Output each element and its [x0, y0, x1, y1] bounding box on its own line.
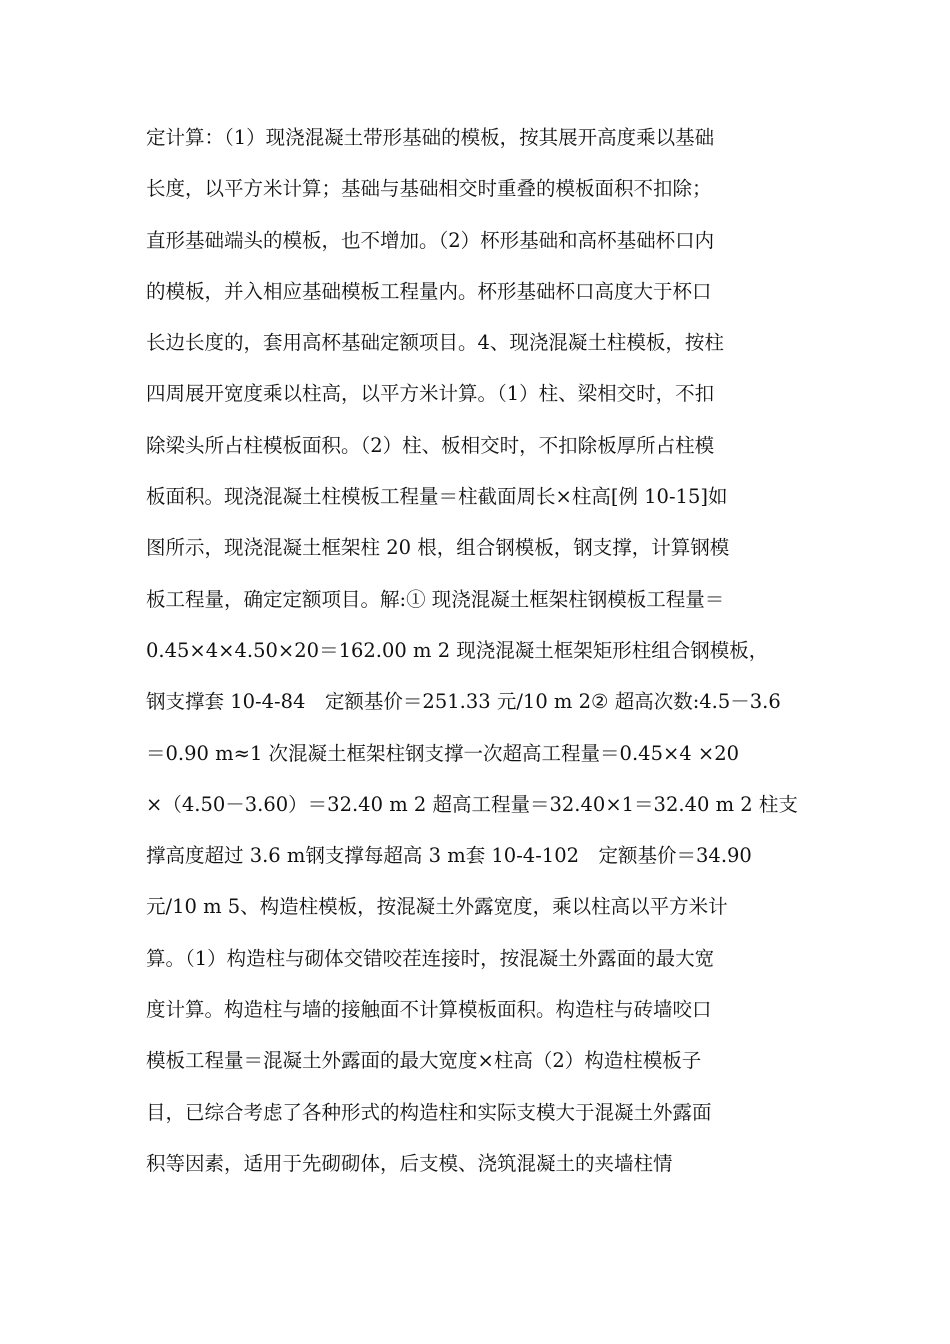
- text-line: 0.45×4×4.50×20＝162.00 m 2 现浇混凝土框架矩形柱组合钢模板，: [146, 638, 769, 662]
- text-line: 目，已综合考虑了各种形式的构造柱和实际支模大于混凝土外露面: [146, 1100, 712, 1124]
- text-line: 长度，以平方米计算；基础与基础相交时重叠的模板面积不扣除；: [146, 177, 712, 201]
- text-line: ×（4.50－3.60）＝32.40 m 2 超高工程量＝32.40×1＝32.40 m 2 柱支: [146, 792, 798, 816]
- text-line: 图所示，现浇混凝土框架柱 20 根，组合钢模板，钢支撑，计算钢模: [146, 536, 730, 560]
- text-line: 钢支撑套 10-4-84 定额基价＝251.33 元/10 m 2② 超高次数:4.5－3.6: [146, 690, 781, 714]
- text-line: 的模板，并入相应基础模板工程量内。杯形基础杯口高度大于杯口: [146, 279, 712, 303]
- text-line: 度计算。构造柱与墙的接触面不计算模板面积。构造柱与砖墙咬口: [146, 998, 712, 1022]
- text-line: 除梁头所占柱模板面积。（2）柱、板相交时，不扣除板厚所占柱模: [146, 433, 715, 457]
- text-line: 模板工程量＝混凝土外露面的最大宽度×柱高（2）构造柱模板子: [146, 1049, 702, 1073]
- text-line: 板工程量，确定定额项目。解:① 现浇混凝土框架柱钢模板工程量＝: [146, 587, 725, 611]
- text-line: 元/10 m 5、构造柱模板，按混凝土外露宽度，乘以柱高以平方米计: [146, 895, 728, 919]
- body-text: [146, 118, 811, 1195]
- text-line: 积等因素，适用于先砌砌体，后支模、浇筑混凝土的夹墙柱情: [146, 1151, 673, 1175]
- text-line: 直形基础端头的模板，也不增加。（2）杯形基础和高杯基础杯口内: [146, 228, 715, 252]
- text-line: 算。（1）构造柱与砌体交错咬茬连接时，按混凝土外露面的最大宽: [146, 946, 715, 970]
- text-line: 撑高度超过 3.6 m钢支撑每超高 3 m套 10-4-102 定额基价＝34.90: [146, 844, 752, 868]
- text-line: ＝0.90 m≈1 次混凝土框架柱钢支撑一次超高工程量＝0.45×4 ×20: [146, 741, 740, 765]
- text-line: 长边长度的，套用高杯基础定额项目。4、现浇混凝土柱模板，按柱: [146, 331, 724, 355]
- text-line: 四周展开宽度乘以柱高，以平方米计算。（1）柱、梁相交时，不扣: [146, 382, 715, 406]
- text-line: 定计算：（1）现浇混凝土带形基础的模板，按其展开高度乘以基础: [146, 126, 715, 149]
- text-line: 板面积。现浇混凝土柱模板工程量＝柱截面周长×柱高[例 10-15]如: [146, 485, 728, 509]
